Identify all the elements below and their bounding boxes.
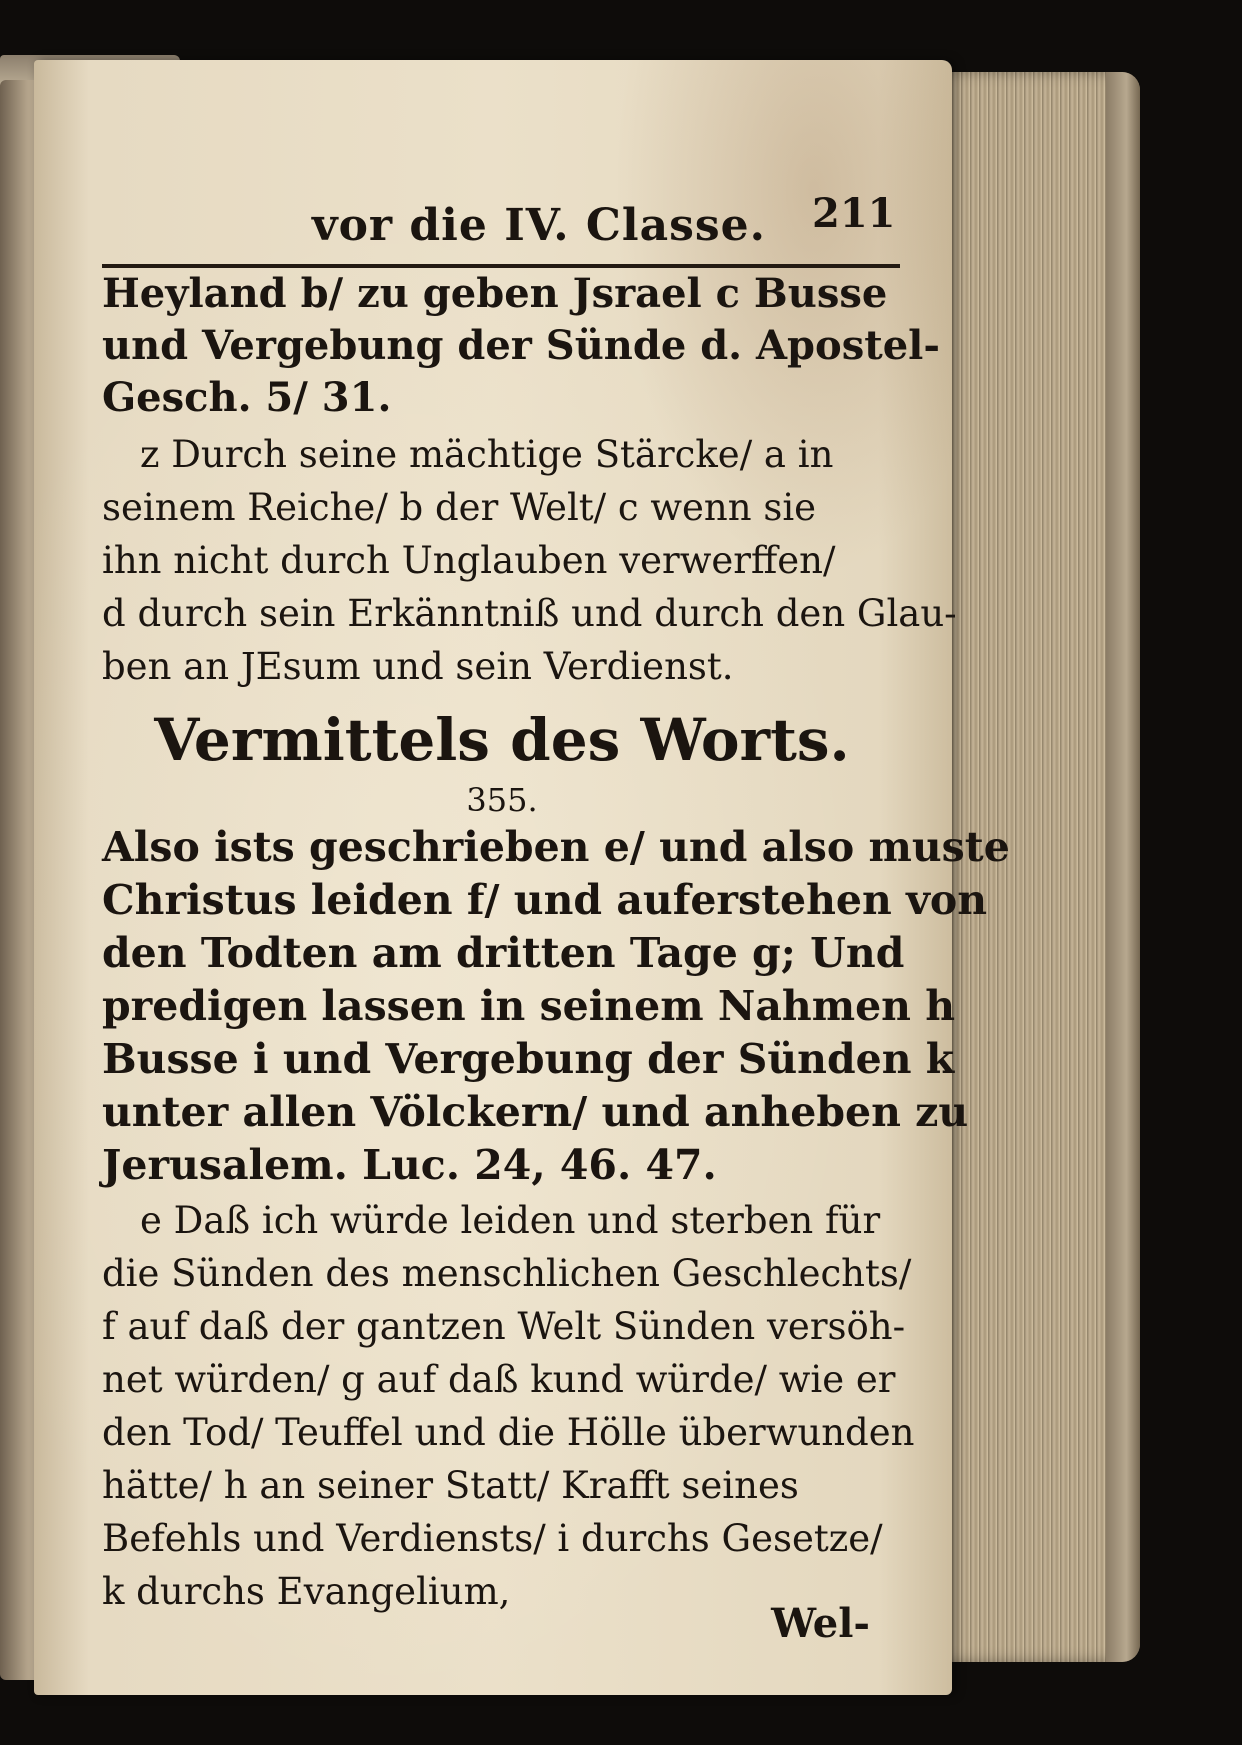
text-line: den Todten am dritten Tage g; Und [102,929,905,977]
text-line: Busse i und Vergebung der Sünden k [102,1035,955,1083]
text-line: ben an JEsum und sein Verdienst. [102,645,734,688]
text-line: Heyland b/ zu geben Jsrael c Busse [102,270,888,317]
book-page [34,60,1010,1695]
footnotes-top [102,268,940,424]
page-body [102,268,1010,1618]
text-line: unter allen Völckern/ und anheben zu [102,1088,969,1136]
text-line: k durchs Evangelium, [102,1570,511,1613]
text-line: die Sünden des menschlichen Geschlechts/ [102,1252,912,1295]
text-line: e Daß ich würde leiden und sterben für [140,1199,881,1242]
section-number: 355. [466,781,538,819]
text-line: Jerusalem. Luc. 24, 46. 47. [102,1141,717,1189]
text-line: hätte/ h an seiner Statt/ Krafft seines [102,1464,799,1507]
page-header [102,160,902,250]
text-line: predigen lassen in seinem Nahmen h [102,982,956,1030]
notes-z [102,428,957,693]
text-line: Gesch. 5/ 31. [102,374,392,421]
text-line: z Durch seine mächtige Stärcke/ a in [140,433,834,476]
verse-block [102,821,1010,1192]
text-line: f auf daß der gantzen Welt Sünden versöh- [102,1305,906,1348]
text-line: Christus leiden f/ und auferstehen von [102,876,988,924]
catchword: Wel- [771,1600,870,1647]
text-line: seinem Reiche/ b der Welt/ c wenn sie [102,486,817,529]
text-line: den Tod/ Teuffel und die Hölle überwunden [102,1411,915,1454]
page-number: 211 [812,190,896,237]
section-title: Vermittels des Worts. [154,706,850,774]
text-line: d durch sein Erkänntniß und durch den Glau- [102,592,957,635]
notes-e [102,1194,915,1618]
text-line: und Vergebung der Sünde d. Apostel- [102,322,940,369]
page-text-area [102,160,1010,1613]
running-head: vor die IV. Classe. [312,200,766,251]
text-line: ihn nicht durch Unglauben verwerffen/ [102,539,836,582]
text-line: Also ists geschrieben e/ und also muste [102,823,1010,871]
text-line: Befehls und Verdiensts/ i durchs Gesetze/ [102,1517,883,1560]
text-line: net würden/ g auf daß kund würde/ wie er [102,1358,896,1401]
